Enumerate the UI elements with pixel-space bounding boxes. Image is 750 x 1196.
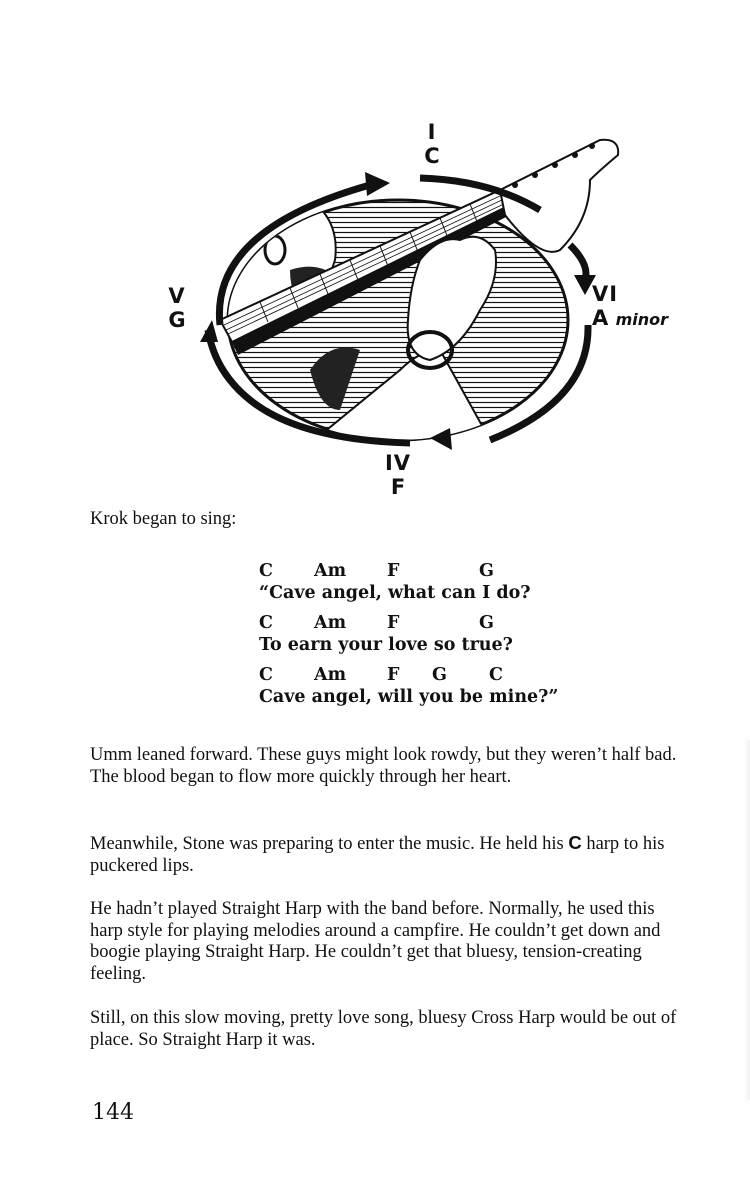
chord: G [479, 613, 494, 633]
lyric: Cave angel, will you be mine?” [259, 687, 559, 707]
chord-label-right-key [592, 308, 668, 329]
chord: G [479, 561, 494, 581]
chord: F [387, 665, 400, 685]
chord: C [259, 613, 273, 633]
lyric: To earn your love so true? [259, 635, 513, 655]
chord-label-right-key-quality: minor [615, 310, 669, 329]
chord: G [432, 665, 447, 685]
paragraph-2-text-b: harp to his puckered lips. [90, 834, 665, 876]
song-lyrics [259, 561, 559, 717]
intro-text: Krok began to sing: [90, 509, 237, 529]
chord-circle-illustration [160, 110, 680, 500]
song-line-2 [259, 613, 559, 657]
chord: Am [314, 613, 347, 633]
chord-label-left-roman: V [168, 284, 186, 308]
chord: F [387, 561, 400, 581]
chord: C [259, 561, 273, 581]
chord-label-bottom-key: F [390, 475, 406, 499]
paragraph-4: Still, on this slow moving, pretty love song, bluesy Cross Harp would be out of place. So Straight Harp it was. [90, 1008, 677, 1050]
chord-label-top-key: C [424, 144, 440, 168]
chord: Am [314, 561, 347, 581]
song-line-3 [259, 665, 559, 709]
chord-label-right-roman: VI [592, 282, 619, 306]
song-line-1 [259, 561, 559, 605]
paragraph-2 [90, 832, 680, 877]
chord: Am [314, 665, 347, 685]
paragraph-2-bold-key: C [568, 832, 582, 853]
chord: C [259, 665, 273, 685]
chord: C [489, 665, 503, 685]
chord-label-bottom-roman: IV [384, 451, 412, 475]
chord-row [259, 665, 559, 687]
chord-label-left-key: G [168, 308, 186, 332]
paragraph-1: Umm leaned forward. These guys might look rowdy, but they weren’t half bad. The blood began to flow more quickly through her heart. [90, 745, 677, 787]
chord-row [259, 613, 559, 635]
page-edge-shadow [744, 740, 750, 1100]
lyric: “Cave angel, what can I do? [259, 583, 531, 603]
chord: F [387, 613, 400, 633]
chord-label-top-roman: I [427, 120, 437, 144]
page-number: 144 [92, 1100, 134, 1125]
paragraph-2-text-a: Meanwhile, Stone was preparing to enter the music. He held his [90, 834, 569, 854]
chord-label-right-key-letter: A [592, 306, 609, 330]
chord-row [259, 561, 559, 583]
paragraph-3: He hadn’t played Straight Harp with the band before. Normally, he used this harp style for playing melodies around a campfire. He couldn’t get down and boogie playing Straight Harp. He couldn’t get that bluesy, tension-creating feeling. [90, 899, 661, 984]
